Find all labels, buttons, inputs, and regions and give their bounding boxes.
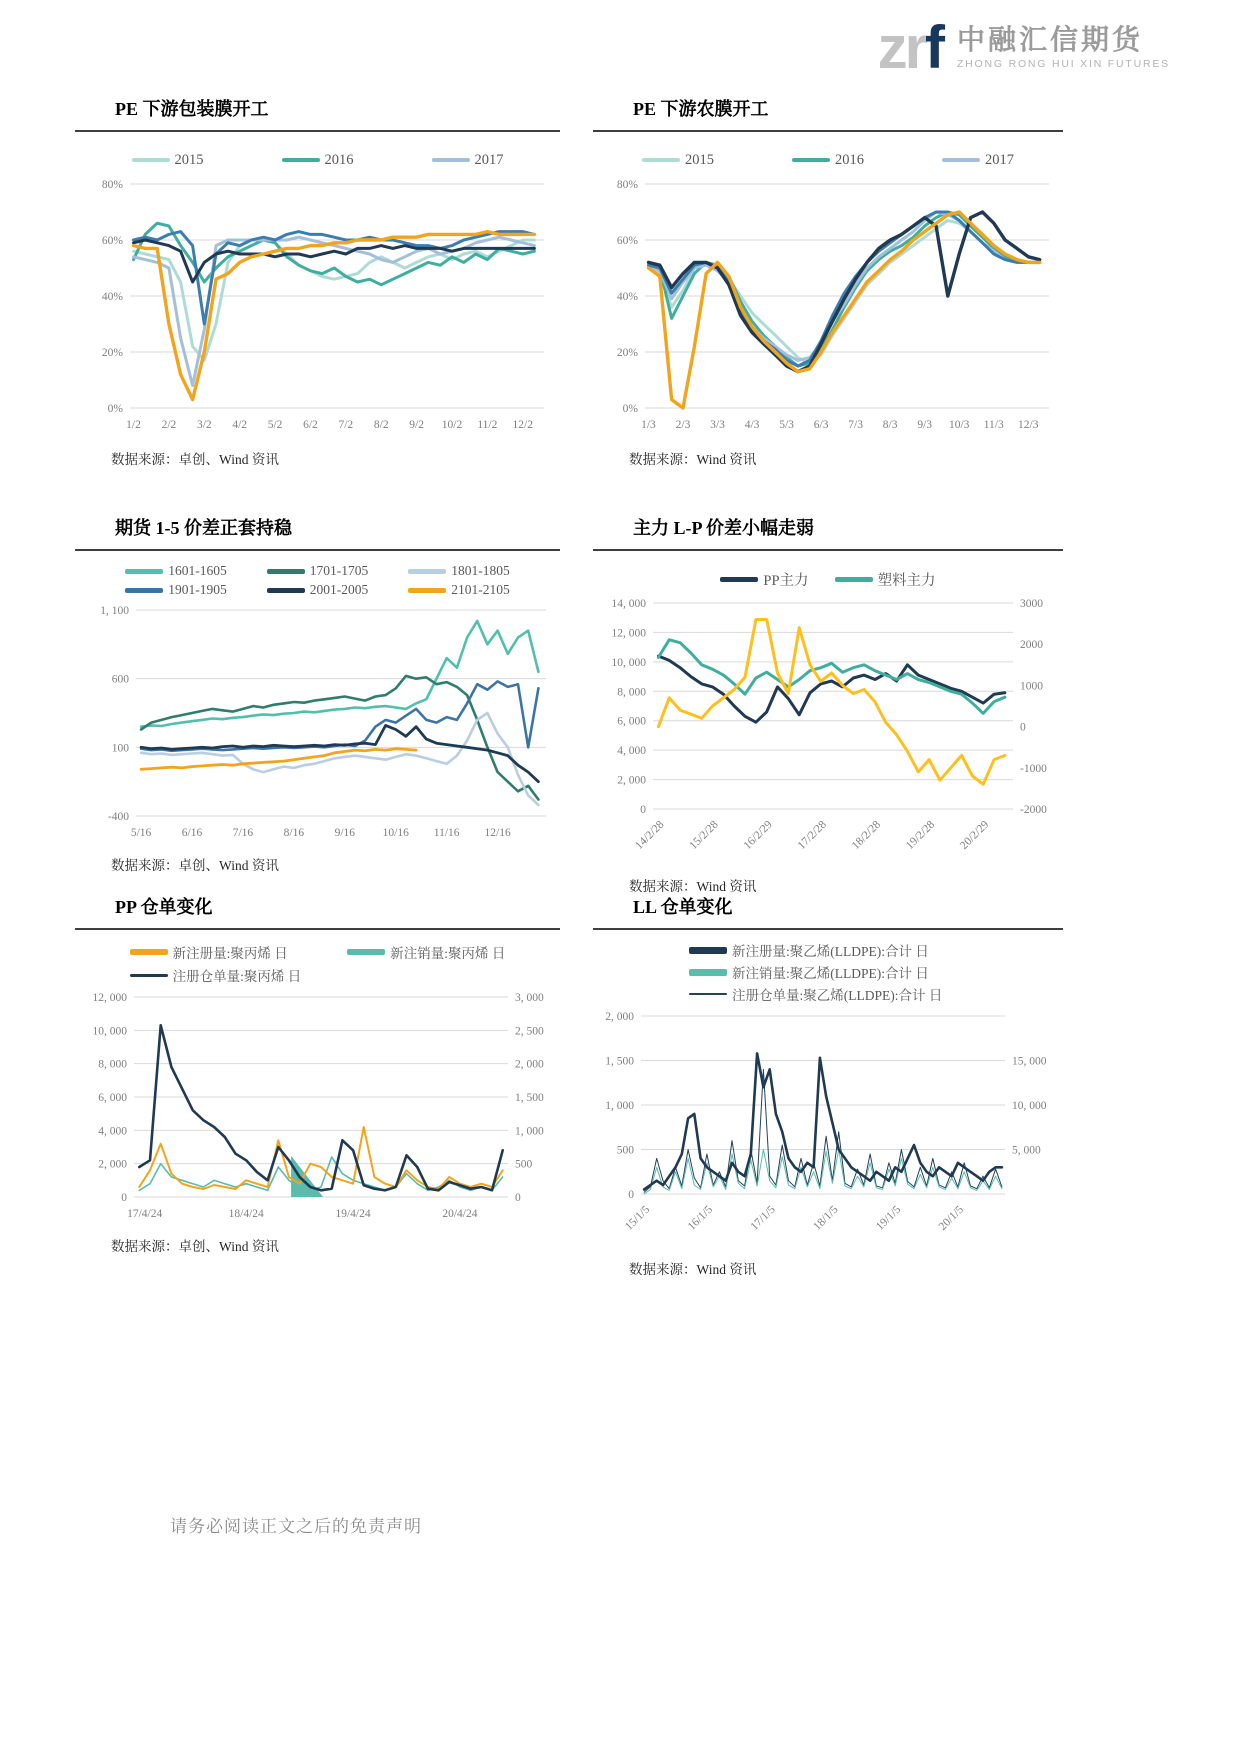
chart-title: PP 仓单变化: [115, 897, 213, 917]
legend-label: 注册仓单量:聚丙烯 日: [172, 969, 302, 984]
logo-zr-text: zr: [877, 14, 925, 81]
legend-item: [347, 942, 505, 962]
svg-text:2, 000: 2, 000: [514, 1058, 544, 1071]
svg-text:8/16: 8/16: [283, 827, 304, 839]
svg-text:11/16: 11/16: [433, 827, 460, 839]
data-source: 数据来源：卓创、Wind 资讯: [111, 1239, 279, 1254]
data-source: 数据来源：Wind 资讯: [629, 879, 757, 894]
legend-item: [125, 582, 227, 598]
legend-swatch: [432, 158, 470, 162]
chart-block-pp-warrants: [75, 893, 560, 1255]
svg-text:0: 0: [514, 1192, 521, 1204]
company-name-en: ZHONG RONG HUI XIN FUTURES: [956, 57, 1170, 70]
legend-item: [408, 582, 510, 598]
chart-legend: [689, 940, 1063, 1004]
svg-text:11/2: 11/2: [476, 419, 497, 431]
svg-text:3/3: 3/3: [710, 419, 725, 431]
svg-text:1, 100: 1, 100: [99, 605, 129, 617]
legend-label: 1901-1905: [168, 582, 227, 597]
chart-legend: [593, 567, 1063, 591]
legend-swatch: [792, 158, 830, 162]
pp-warrants-chart: [78, 987, 558, 1229]
svg-text:9/16: 9/16: [334, 827, 355, 839]
legend-item: [689, 940, 929, 960]
chart-legend: [593, 148, 1063, 172]
lp-main-spread-chart: [593, 593, 1063, 869]
legend-item: [642, 152, 714, 169]
svg-text:1, 500: 1, 500: [605, 1055, 634, 1068]
logo-f-text: f: [924, 14, 945, 81]
svg-text:6/16: 6/16: [181, 827, 202, 839]
svg-text:0%: 0%: [622, 403, 638, 415]
svg-text:20%: 20%: [101, 347, 123, 359]
svg-text:2, 000: 2, 000: [617, 774, 646, 787]
chart-header: [75, 893, 560, 930]
svg-text:8, 000: 8, 000: [97, 1058, 127, 1071]
svg-text:15/2/28: 15/2/28: [687, 818, 721, 852]
svg-text:3000: 3000: [1020, 598, 1043, 610]
legend-item: [267, 563, 369, 579]
svg-text:4, 000: 4, 000: [97, 1125, 127, 1138]
data-source: 数据来源：卓创、Wind 资讯: [111, 452, 279, 467]
svg-text:-2000: -2000: [1020, 804, 1047, 816]
legend-swatch: [267, 588, 305, 593]
svg-text:0: 0: [1020, 721, 1026, 734]
svg-text:9/2: 9/2: [408, 419, 424, 431]
ll-warrants-chart: [593, 1006, 1063, 1252]
svg-text:6, 000: 6, 000: [97, 1092, 127, 1104]
chart-title: 期货 1-5 价差正套持稳: [115, 518, 292, 538]
svg-text:12, 000: 12, 000: [92, 992, 127, 1004]
legend-item: [835, 569, 936, 590]
legend-label: 2001-2005: [309, 582, 369, 597]
svg-text:12, 000: 12, 000: [611, 627, 646, 640]
svg-text:6/3: 6/3: [813, 419, 829, 431]
data-source: 数据来源：Wind 资讯: [629, 1262, 757, 1277]
svg-text:20/2/29: 20/2/29: [958, 818, 992, 852]
svg-text:5/16: 5/16: [130, 827, 151, 839]
legend-item: [282, 152, 354, 169]
chart-title: 主力 L-P 价差小幅走弱: [633, 518, 815, 538]
chart-header: [593, 893, 1063, 930]
legend-label: 新注册量:聚丙烯 日: [172, 946, 288, 961]
svg-text:12/16: 12/16: [484, 827, 511, 839]
legend-label: 注册仓单量:聚乙烯(LLDPE):合计 日: [732, 988, 943, 1003]
logo-text: [957, 25, 1170, 69]
svg-text:10, 000: 10, 000: [611, 656, 646, 669]
chart-block-futures-15-spread: [75, 514, 560, 874]
chart-legend: [75, 563, 560, 598]
svg-text:10, 000: 10, 000: [92, 1025, 127, 1038]
chart-header: [593, 95, 1063, 132]
svg-text:6/2: 6/2: [302, 419, 318, 431]
svg-text:0: 0: [120, 1192, 127, 1204]
svg-text:17/2/28: 17/2/28: [795, 818, 829, 852]
legend-swatch: [267, 569, 305, 574]
svg-text:16/2/29: 16/2/29: [741, 818, 775, 852]
legend-swatch: [835, 577, 873, 582]
chart-block-pe-agri-film: [593, 95, 1063, 468]
svg-text:2/3: 2/3: [675, 419, 691, 431]
legend-label: 新注销量:聚乙烯(LLDPE):合计 日: [732, 966, 929, 981]
legend-swatch: [720, 577, 758, 582]
svg-text:12/2: 12/2: [512, 419, 533, 431]
svg-text:2, 000: 2, 000: [605, 1011, 634, 1023]
legend-label: 2017: [985, 151, 1014, 168]
svg-text:500: 500: [616, 1144, 634, 1157]
svg-text:17/4/24: 17/4/24: [126, 1208, 162, 1220]
company-name-cn: 中融汇信期货: [956, 24, 1143, 56]
svg-text:0: 0: [628, 1189, 634, 1201]
svg-text:1, 000: 1, 000: [514, 1125, 544, 1138]
svg-text:10/16: 10/16: [382, 827, 409, 839]
legend-label: 2101-2105: [451, 582, 510, 597]
svg-text:80%: 80%: [616, 179, 638, 191]
logo-mark: [877, 14, 945, 81]
svg-text:18/2/28: 18/2/28: [849, 818, 884, 852]
legend-label: 2015: [685, 151, 714, 168]
pe-packaging-film-chart: [78, 174, 558, 442]
svg-text:10/2: 10/2: [441, 419, 462, 431]
legend-swatch: [642, 158, 680, 162]
chart-header: [593, 514, 1063, 551]
svg-text:20/4/24: 20/4/24: [441, 1208, 477, 1220]
legend-swatch: [132, 158, 170, 162]
legend-swatch: [125, 588, 163, 593]
svg-text:10, 000: 10, 000: [1012, 1100, 1047, 1112]
svg-text:3, 000: 3, 000: [514, 992, 544, 1004]
svg-text:9/3: 9/3: [917, 419, 933, 431]
svg-text:100: 100: [111, 742, 129, 755]
chart-block-lp-spread: [593, 514, 1063, 895]
legend-swatch: [130, 949, 168, 955]
svg-text:7/16: 7/16: [232, 827, 253, 839]
svg-text:2, 500: 2, 500: [514, 1025, 544, 1038]
svg-text:1, 000: 1, 000: [605, 1100, 634, 1112]
chart-block-ll-warrants: [593, 893, 1063, 1278]
legend-label: 新注销量:聚丙烯 日: [390, 946, 506, 961]
svg-text:8, 000: 8, 000: [617, 686, 646, 699]
svg-text:0: 0: [640, 804, 646, 816]
svg-text:12/3: 12/3: [1018, 419, 1039, 431]
legend-item: [432, 152, 504, 169]
legend-swatch: [347, 949, 385, 955]
svg-text:600: 600: [111, 673, 129, 686]
svg-text:10/3: 10/3: [948, 419, 970, 431]
legend-item: [267, 582, 369, 598]
legend-label: 塑料主力: [877, 572, 936, 589]
legend-swatch: [282, 158, 320, 162]
svg-text:17/1/5: 17/1/5: [748, 1203, 778, 1233]
svg-text:80%: 80%: [101, 179, 123, 191]
legend-label: 1601-1605: [168, 563, 227, 578]
svg-text:8/3: 8/3: [882, 419, 898, 431]
legend-item: [130, 942, 302, 962]
legend-label: 2017: [474, 151, 504, 168]
data-source: 数据来源：Wind 资讯: [629, 452, 757, 467]
svg-text:4, 000: 4, 000: [617, 745, 646, 758]
chart-block-pe-packaging-film: [75, 95, 560, 468]
data-source: 数据来源：卓创、Wind 资讯: [111, 858, 279, 873]
legend-swatch: [130, 974, 168, 977]
svg-text:5, 000: 5, 000: [1012, 1144, 1041, 1157]
legend-swatch: [408, 569, 446, 574]
chart-header: [75, 514, 560, 551]
legend-swatch: [408, 588, 446, 593]
svg-text:1000: 1000: [1020, 680, 1043, 693]
svg-text:2/2: 2/2: [161, 419, 176, 431]
svg-text:19/4/24: 19/4/24: [334, 1208, 371, 1220]
chart-header: [75, 95, 560, 132]
legend-item: [125, 563, 227, 579]
legend-item: [132, 152, 204, 169]
legend-swatch: [689, 947, 727, 954]
svg-text:5/2: 5/2: [267, 419, 282, 431]
legend-label: 新注册量:聚乙烯(LLDPE):合计 日: [732, 944, 929, 959]
svg-text:19/2/28: 19/2/28: [903, 818, 938, 852]
legend-label: 2016: [835, 151, 864, 168]
disclaimer-footer: 请务必阅读正文之后的免责声明: [170, 1517, 422, 1536]
legend-item: [942, 152, 1014, 169]
pe-agri-film-chart: [593, 174, 1063, 442]
legend-swatch: [689, 969, 727, 976]
svg-text:60%: 60%: [101, 235, 123, 247]
legend-item: [689, 984, 942, 1004]
svg-text:20%: 20%: [616, 347, 638, 359]
svg-text:16/1/5: 16/1/5: [685, 1203, 716, 1233]
svg-text:15, 000: 15, 000: [1012, 1055, 1047, 1068]
svg-text:7/2: 7/2: [337, 419, 353, 431]
legend-label: 2016: [324, 151, 354, 168]
svg-text:5/3: 5/3: [779, 419, 794, 431]
svg-text:40%: 40%: [616, 291, 638, 303]
svg-text:19/1/5: 19/1/5: [874, 1203, 904, 1233]
svg-text:6, 000: 6, 000: [617, 715, 646, 728]
svg-text:15/1/5: 15/1/5: [622, 1203, 653, 1233]
svg-text:4/3: 4/3: [744, 419, 760, 431]
svg-text:8/2: 8/2: [373, 419, 389, 431]
svg-text:1/3: 1/3: [641, 419, 656, 431]
svg-text:40%: 40%: [101, 291, 123, 303]
legend-item: [130, 965, 302, 985]
chart-title: PE 下游农膜开工: [633, 99, 769, 119]
legend-swatch: [942, 158, 980, 162]
legend-item: [792, 152, 864, 169]
svg-text:7/3: 7/3: [848, 419, 863, 431]
svg-text:18/4/24: 18/4/24: [228, 1208, 264, 1220]
svg-text:-400: -400: [107, 811, 129, 823]
svg-text:14/2/28: 14/2/28: [633, 818, 667, 852]
svg-text:2000: 2000: [1020, 639, 1043, 652]
svg-text:0%: 0%: [107, 403, 123, 415]
svg-text:4/2: 4/2: [231, 419, 247, 431]
legend-label: PP主力: [763, 572, 809, 589]
svg-text:-1000: -1000: [1020, 762, 1047, 775]
company-logo: [877, 14, 1170, 81]
svg-text:3/2: 3/2: [196, 419, 212, 431]
svg-text:1, 500: 1, 500: [514, 1092, 544, 1104]
svg-text:14, 000: 14, 000: [611, 598, 646, 610]
legend-label: 2015: [174, 151, 204, 168]
chart-title: PE 下游包装膜开工: [115, 99, 269, 119]
futures-15-spread-chart: [78, 600, 558, 848]
legend-item: [408, 563, 510, 579]
legend-swatch: [689, 993, 727, 996]
svg-text:1/2: 1/2: [125, 419, 141, 431]
legend-swatch: [125, 569, 163, 574]
svg-text:2, 000: 2, 000: [97, 1158, 127, 1171]
chart-legend: [75, 148, 560, 172]
svg-text:18/1/5: 18/1/5: [811, 1203, 841, 1233]
chart-title: LL 仓单变化: [633, 897, 733, 917]
svg-text:11/3: 11/3: [983, 419, 1004, 431]
legend-label: 1701-1705: [309, 563, 369, 578]
legend-label: 1801-1805: [451, 563, 510, 578]
chart-legend: [75, 942, 560, 985]
svg-text:500: 500: [514, 1158, 532, 1171]
svg-text:20/1/5: 20/1/5: [936, 1203, 967, 1233]
legend-item: [720, 569, 808, 590]
legend-item: [689, 962, 929, 982]
svg-text:60%: 60%: [616, 235, 638, 247]
